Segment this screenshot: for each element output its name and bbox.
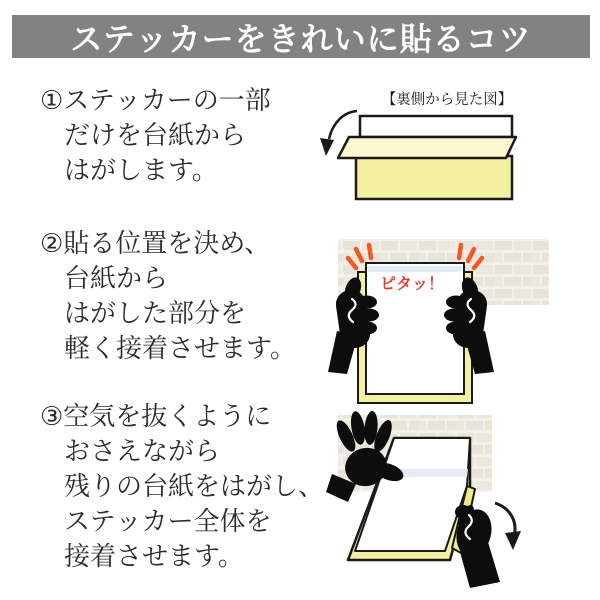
gloss-band	[368, 266, 462, 272]
back-view-caption: 【裏側から見た図】	[381, 92, 513, 108]
title-bar	[12, 15, 590, 58]
backing-fold-flap	[338, 137, 516, 158]
pull-direction-arrow-icon	[495, 503, 521, 550]
press-callout: ピタッ！	[380, 274, 445, 293]
step-2-text	[40, 227, 296, 367]
step-1-line: はがします。	[64, 156, 218, 186]
sticker-exposed-strip	[360, 116, 512, 137]
step-3-line: ③空気を抜くように	[40, 402, 272, 432]
press-figure	[328, 239, 549, 403]
back-view-figure	[320, 91, 516, 199]
peel-figure	[326, 410, 521, 588]
page-title: ステッカーをきれいに貼るコツ	[70, 19, 532, 58]
figures-canvas	[300, 80, 600, 600]
step-1-line: ①ステッカーの一部	[40, 86, 271, 116]
step-2-line: 台紙から	[64, 264, 169, 294]
step-1-text	[40, 84, 271, 189]
step-2-line: 軽く接着させます。	[64, 334, 296, 364]
backing-body	[356, 156, 512, 199]
step-3-line: 残りの台紙をはがし、	[64, 472, 325, 502]
pulling-hand	[451, 503, 500, 588]
step-2-line: はがした部分を	[64, 299, 247, 329]
step-3-line: おさえながら	[64, 437, 221, 467]
step-3-line: 接着させます。	[64, 542, 244, 572]
step-3-text	[40, 400, 324, 575]
step-2-line: ②貼る位置を決め、	[40, 229, 271, 259]
step-3-line: ステッカー全体を	[64, 507, 272, 537]
step-1-line: だけを台紙から	[64, 121, 247, 151]
